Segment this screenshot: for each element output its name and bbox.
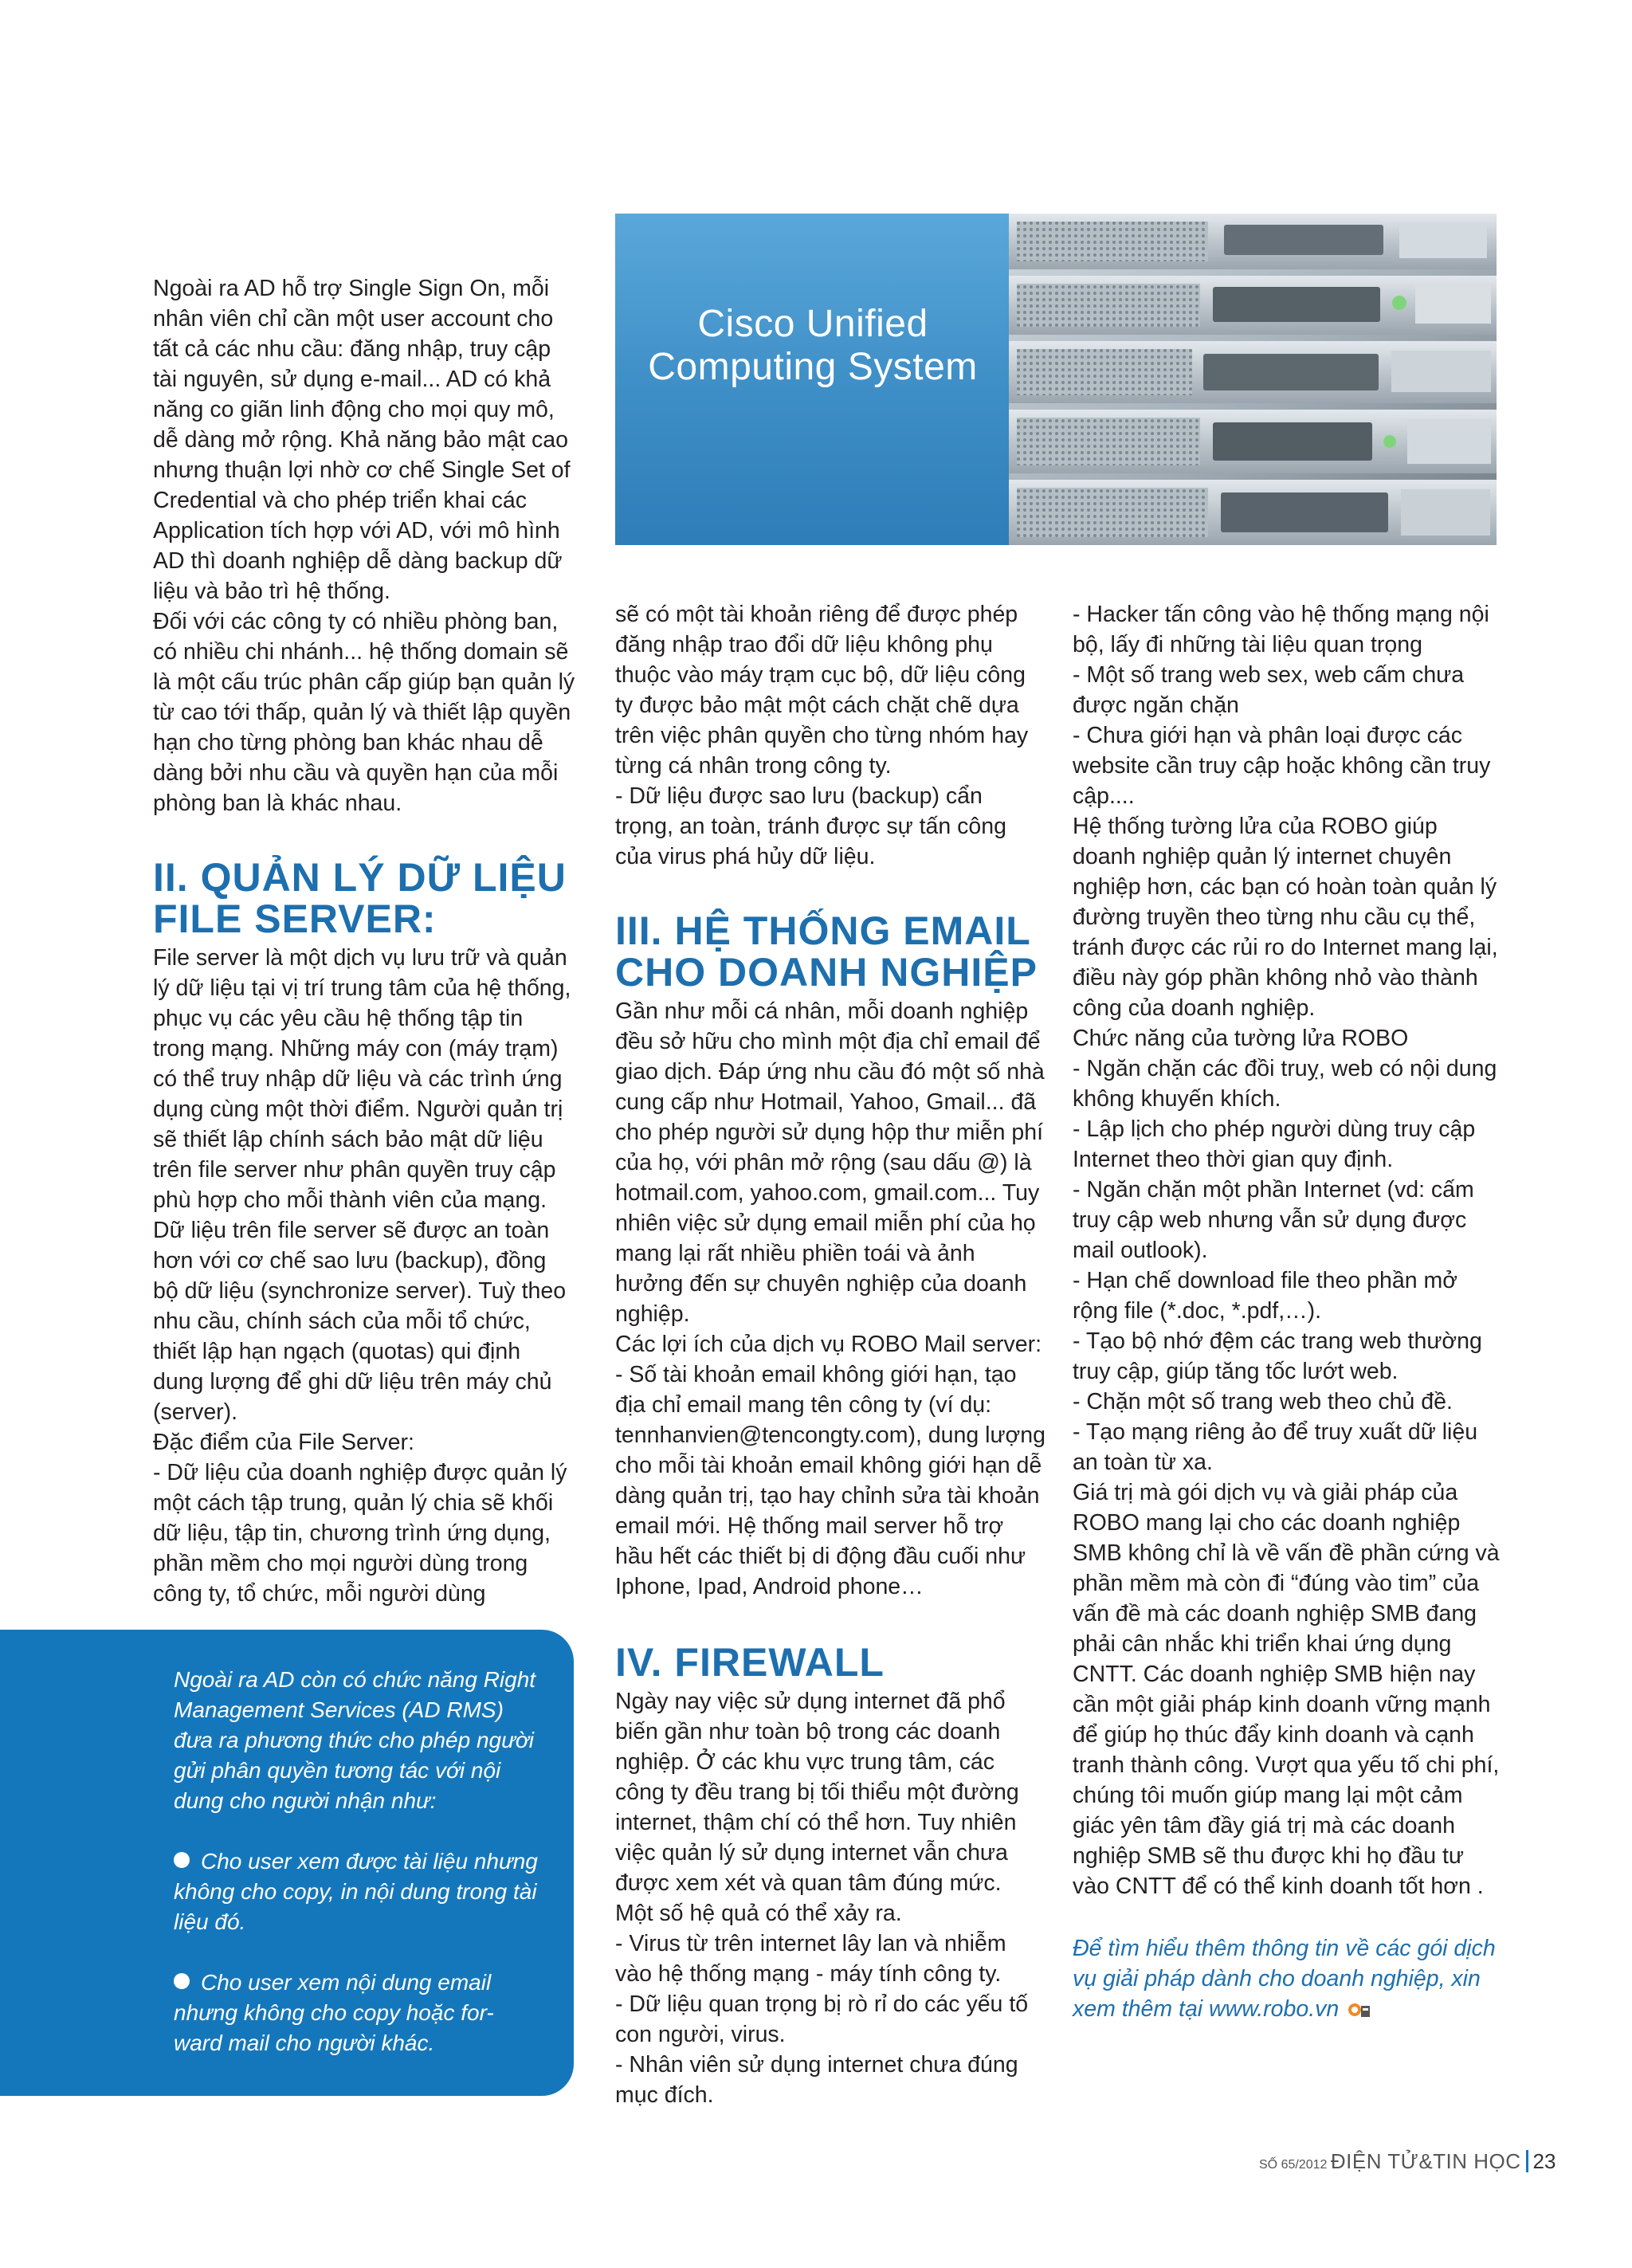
sidebar-text (174, 1665, 540, 2058)
sidebar-intro: Ngoài ra AD còn có chức năng Right Management Services (AD RMS) đưa ra phương thức cho phép người gửi phân quyền tương tác với nội dung cho người nhận như: (174, 1667, 536, 1813)
paragraph: - Lập lịch cho phép người dùng truy cập Internet theo thời gian quy định. (1073, 1116, 1476, 1172)
paragraph: - Tạo bộ nhớ đệm các trang web thường truy cập, giúp tăng tốc lướt web. (1073, 1328, 1482, 1384)
page-number: 23 (1532, 2149, 1556, 2173)
hero-title-line: Cisco Unified (697, 303, 928, 345)
section-heading-file-server: II. QUẢN LÝ DỮ LIỆU FILE SERVER: (153, 855, 567, 941)
paragraph: Ngoài ra AD hỗ trợ Single Sign On, mỗi nhân viên chỉ cần một user account cho tất cả các nhu cầu: đăng nhập, truy cập tài nguyên, sử dụng e-mail... AD có khả năng co giãn linh động cho mọi quy mô, dễ dàng mở rộng. Khả năng bảo mật cao nhưng thuận lợi nhờ cơ chế Single Set of Credential và cho phép triển khai các Application tích hợp với AD, với mô hình AD thì doanh nghiệp dễ dàng backup dữ liệu và bảo trì hệ thống. (153, 276, 571, 604)
paragraph: Hệ thống tường lửa của ROBO giúp doanh nghiệp quản lý internet chuyên nghiệp hơn, các bạn có hoàn toàn quản lý đường truyền theo từng nhu cầu cụ thể, tránh được các rủi ro do Internet mang lại, điều này góp phần không nhỏ vào thành công của doanh nghiệp. (1073, 814, 1498, 1021)
bullet-dot-icon (174, 1852, 190, 1868)
footer-divider (1526, 2150, 1528, 2172)
paragraph: Một số hệ quả có thể xảy ra. (615, 1901, 902, 1926)
paragraph: - Một số trang web sex, web cấm chưa được ngăn chặn (1073, 662, 1465, 718)
section-heading-firewall: IV. FIREWALL (615, 1640, 885, 1685)
paragraph: - Số tài khoản email không giới hạn, tạo địa chỉ email mang tên công ty (ví dụ: tennhanvien@tencongty.com), dung lượng cho mỗi tài khoản email không giới hạn dễ dàng quản trị, tạo hay chỉnh sửa tài khoản email mới. Hệ thống mail server hỗ trợ hầu hết các thiết bị di động đầu cuối như Iphone, Ipad, Android phone… (615, 1362, 1046, 1599)
bullet-dot-icon (174, 1973, 190, 1989)
paragraph: - Chặn một số trang web theo chủ đề. (1073, 1389, 1453, 1415)
paragraph: - Tạo mạng riêng ảo để truy xuất dữ liệu an toàn từ xa. (1073, 1419, 1478, 1475)
paragraph: File server là một dịch vụ lưu trữ và quản lý dữ liệu tại vị trí trung tâm của hệ thống, phục vụ các yêu cầu hệ thống tập tin trong mạng. Những máy con (máy trạm) có thể truy nhập dữ liệu và các trình ứng dụng cùng một thời điểm. Người quản trị sẽ thiết lập chính sách bảo mật dữ liệu trên file server như phân quyền truy cập phù hợp cho mỗi thành viên của mạng. Dữ liệu trên file server sẽ được an toàn hơn với cơ chế sao lưu (backup), đồng bộ dữ liệu (synchronize server). Tuỳ theo nhu cầu, chính sách của mỗi tổ chức, thiết lập hạn ngạch (quotas) qui định dung lượng để ghi dữ liệu trên máy chủ (server). (153, 945, 571, 1425)
hero-image (615, 214, 1497, 545)
paragraph: - Ngăn chặn một phần Internet (vd: cấm truy cập web nhưng vẫn sử dụng được mail outlook). (1073, 1177, 1474, 1263)
column-3 (1073, 599, 1503, 2024)
robo-logo-icon (1347, 2001, 1371, 2019)
paragraph: - Dữ liệu quan trọng bị rò rỉ do các yếu tố con người, virus. (615, 1991, 1029, 2047)
paragraph: sẽ có một tài khoản riêng để được phép đăng nhập trao đổi dữ liệu không phụ thuộc vào máy trạm cục bộ, dữ liệu công ty được bảo mật một cách chặt chẽ dựa trên việc phân quyền cho từng nhóm hay từng cá nhân trong công ty. (615, 602, 1029, 779)
hero-title-line: Computing System (648, 346, 978, 388)
hero-title (622, 303, 1004, 389)
column-1 (153, 273, 575, 1609)
paragraph: - Chưa giới hạn và phân loại được các website cần truy cập hoặc không cần truy cập.... (1073, 723, 1491, 809)
sidebar-bullet-text: Cho user xem nội dung email nhưng không cho copy hoặc for-ward mail cho người khác. (174, 1970, 494, 2055)
section-heading-email: III. HỆ THỐNG EMAIL CHO DOANH NGHIỆP (615, 908, 1038, 995)
paragraph: Các lợi ích của dịch vụ ROBO Mail server: (615, 1332, 1042, 1357)
paragraph: Đối với các công ty có nhiều phòng ban, có nhiều chi nhánh... hệ thống domain sẽ là một cấu trúc phân cấp giúp bạn quản lý từ cao tới thấp, quản lý và thiết lập quyền hạn cho từng phòng ban khác nhau dễ dàng bởi nhu cầu và quyền hạn của mỗi phòng ban là khác nhau. (153, 609, 575, 816)
column-2 (615, 599, 1046, 2110)
closing-note (1073, 1933, 1503, 2024)
paragraph: - Hacker tấn công vào hệ thống mạng nội bộ, lấy đi những tài liệu quan trọng (1073, 602, 1489, 657)
sidebar-bullet (174, 1846, 540, 1937)
paragraph: - Hạn chế download file theo phần mở rộng file (*.doc, *.pdf,…). (1073, 1268, 1457, 1324)
paragraph: Gần như mỗi cá nhân, mỗi doanh nghiệp đều sở hữu cho mình một địa chỉ email để giao dịch. Đáp ứng nhu cầu đó một số nhà cung cấp như Hotmail, Yahoo, Gmail... đã cho phép người sử dụng hộp thư miễn phí của họ, với phân mở rộng (sau dấu @) là hotmail.com, yahoo.com, gmail.com... Tuy nhiên việc sử dụng email miễn phí của họ mang lại rất nhiều phiền toái và ảnh hưởng đến sự chuyên nghiệp của doanh nghiệp. (615, 999, 1045, 1327)
paragraph: Đặc điểm của File Server: (153, 1430, 414, 1455)
paragraph: Ngày nay việc sử dụng internet đã phổ biến gần như toàn bộ trong các doanh nghiệp. Ở các khu vực trung tâm, các công ty đều trang bị tối thiểu một đường internet, thậm chí có thể hơn. Tuy nhiên việc quản lý sử dụng internet vẫn chưa được xem xét và quan tâm đúng mức. (615, 1689, 1019, 1896)
server-rack-photo (1009, 214, 1497, 545)
paragraph: Giá trị mà gói dịch vụ và giải pháp của ROBO mang lại cho các doanh nghiệp SMB không chỉ là về vấn đề phần cứng và phần mềm mà còn đi “đúng vào tim” của vấn đề mà các doanh nghiệp SMB đang phải cân nhắc khi triển khai ứng dụng CNTT. Các doanh nghiệp SMB hiện nay cần một giải pháp kinh doanh vững mạnh để giúp họ thúc đẩy kinh doanh và cạnh tranh thành công. Vượt qua yếu tố chi phí, chúng tôi muốn giúp mang lại một cảm giác yên tâm đầy giá trị mà các doanh nghiệp SMB sẽ thu được khi họ đầu tư vào CNTT để có thể kinh doanh tốt hơn . (1073, 1480, 1500, 1899)
paragraph: - Nhân viên sử dụng internet chưa đúng mục đích. (615, 2052, 1018, 2108)
paragraph: - Virus từ trên internet lây lan và nhiễm vào hệ thống mạng - máy tính công ty. (615, 1931, 1006, 1987)
page-footer (1259, 2147, 1556, 2176)
paragraph: - Ngăn chặn các đồi truỵ, web có nội dung không khuyến khích. (1073, 1056, 1497, 1112)
issue-number: SỐ 65/2012 (1259, 2158, 1328, 2172)
closing-text: Để tìm hiểu thêm thông tin về các gói dịch vụ giải pháp dành cho doanh nghiệp, xin xem thêm tại www.robo.vn (1073, 1936, 1496, 2022)
sidebar-bullet-text: Cho user xem được tài liệu nhưng không cho copy, in nội dung trong tài liệu đó. (174, 1849, 538, 1934)
paragraph: - Dữ liệu được sao lưu (backup) cẩn trọng, an toàn, tránh được sự tấn công của virus phá hủy dữ liệu. (615, 783, 1006, 869)
paragraph: Chức năng của tường lửa ROBO (1073, 1026, 1409, 1051)
sidebar-bullet (174, 1968, 540, 2058)
paragraph: - Dữ liệu của doanh nghiệp được quản lý một cách tập trung, quản lý chia sẽ khối dữ liệu, tập tin, chương trình ứng dụng, phần mềm cho mọi người dùng trong công ty, tổ chức, mỗi người dùng (153, 1460, 567, 1607)
magazine-name: ĐIỆN TỬ&TIN HỌC (1330, 2149, 1521, 2173)
hero-title-panel (615, 214, 1009, 545)
sidebar-callout (0, 1630, 574, 2096)
